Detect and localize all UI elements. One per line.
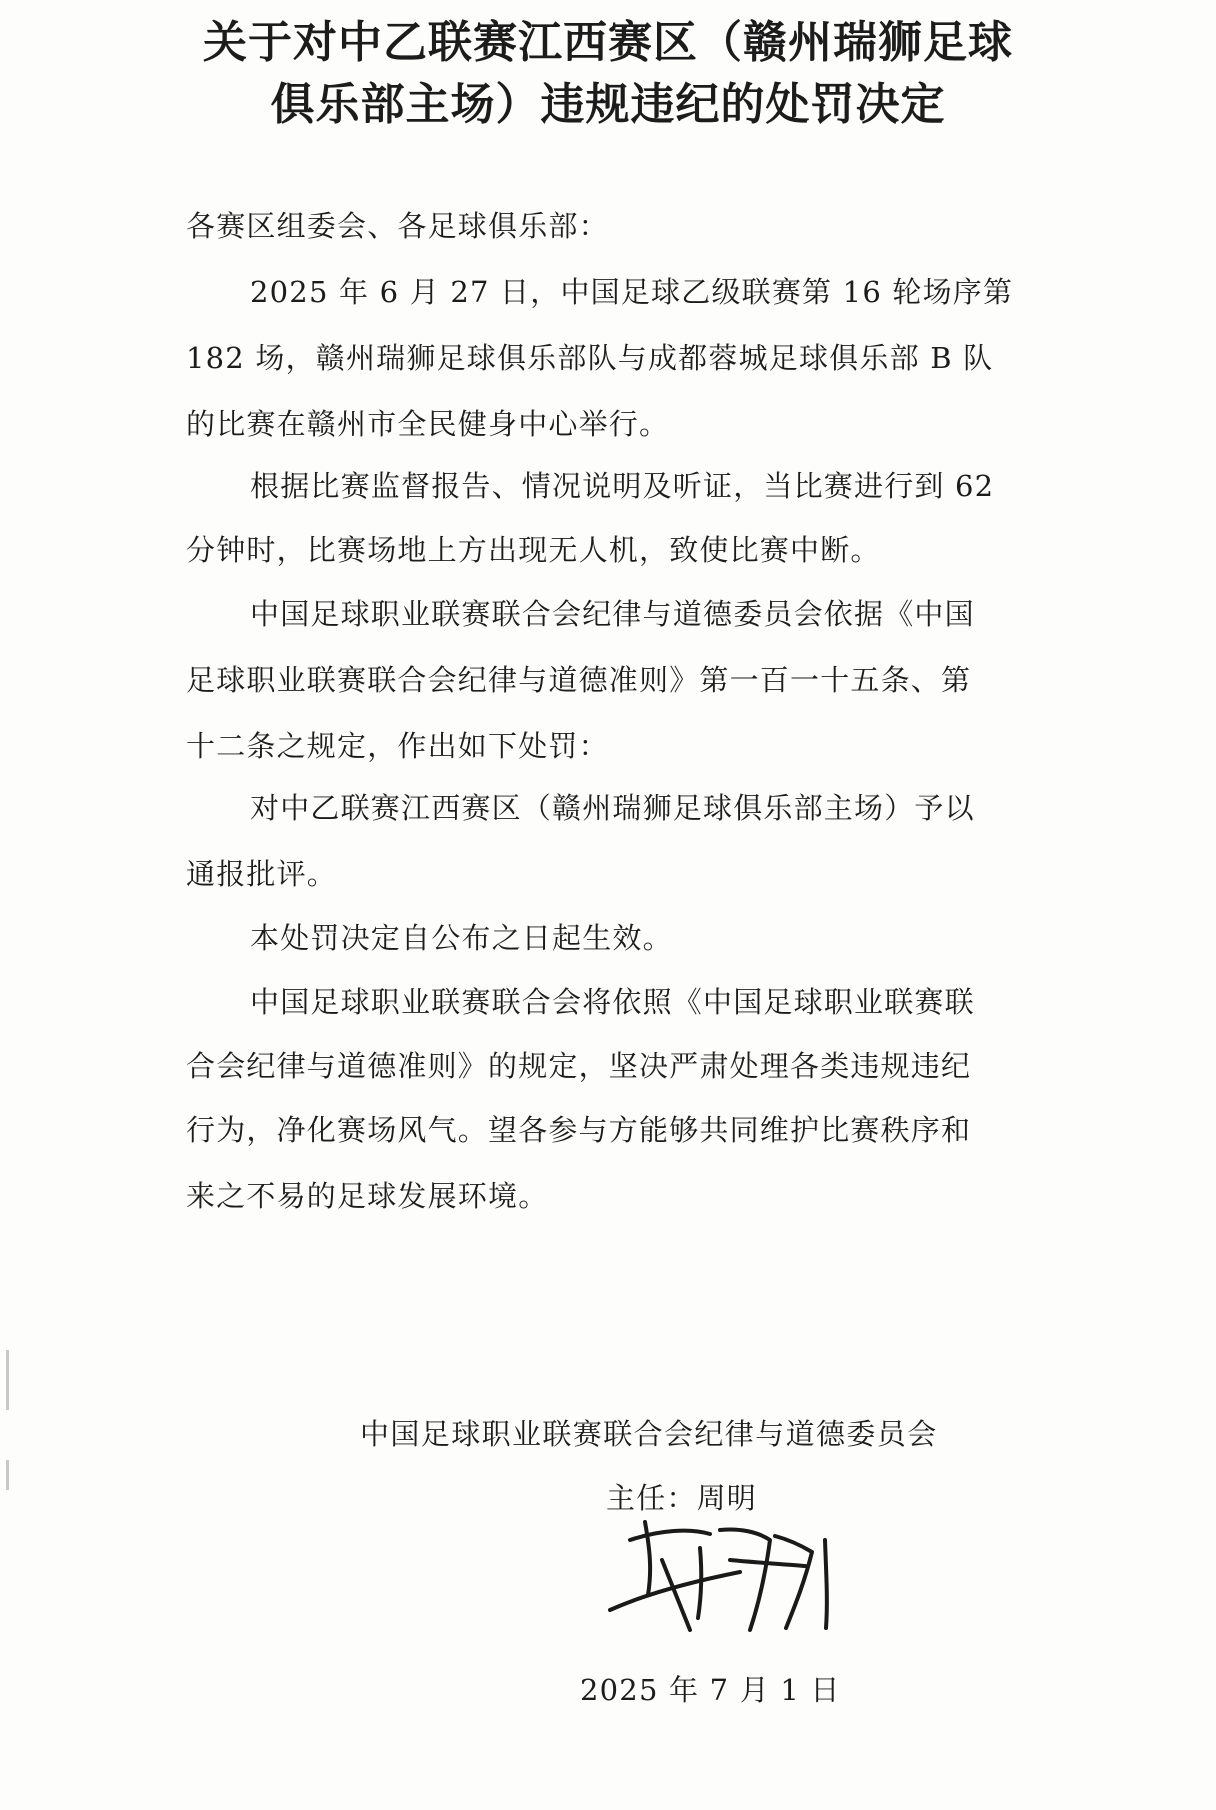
body-line: 根据比赛监督报告、情况说明及听证，当比赛进行到 62 xyxy=(250,469,995,503)
body-line: 分钟时，比赛场地上方出现无人机，致使比赛中断。 xyxy=(186,533,881,567)
body-line: 来之不易的足球发展环境。 xyxy=(186,1179,549,1213)
body-line: 的比赛在赣州市全民健身中心举行。 xyxy=(186,407,670,441)
body-line: 行为，净化赛场风气。望各参与方能够共同维护比赛秩序和 xyxy=(186,1113,972,1147)
body-line: 中国足球职业联赛联合会将依照《中国足球职业联赛联 xyxy=(250,985,975,1019)
handwritten-signature-icon xyxy=(590,1500,850,1650)
body-line: 2025 年 6 月 27 日，中国足球乙级联赛第 16 轮场序第 xyxy=(250,275,1014,309)
scan-edge-mark xyxy=(6,1460,9,1490)
body-line: 中国足球职业联赛联合会纪律与道德委员会依据《中国 xyxy=(250,597,975,631)
body-line: 对中乙联赛江西赛区（赣州瑞狮足球俱乐部主场）予以 xyxy=(250,791,975,825)
body-line: 足球职业联赛联合会纪律与道德准则》第一百一十五条、第 xyxy=(186,663,972,697)
body-line: 十二条之规定，作出如下处罚： xyxy=(186,729,609,763)
body-line: 通报批评。 xyxy=(186,857,338,891)
document-title-line-2: 俱乐部主场）违规违纪的处罚决定 xyxy=(270,79,946,130)
body-line: 182 场，赣州瑞狮足球俱乐部队与成都蓉城足球俱乐部 B 队 xyxy=(186,341,994,375)
salutation: 各赛区组委会、各足球俱乐部： xyxy=(186,209,609,243)
issuer-name: 中国足球职业联赛联合会纪律与道德委员会 xyxy=(360,1417,938,1451)
body-line: 合会纪律与道德准则》的规定，坚决严肃处理各类违规违纪 xyxy=(186,1049,972,1083)
body-line: 本处罚决定自公布之日起生效。 xyxy=(250,921,673,955)
director-name: 主任：周明 xyxy=(606,1481,758,1515)
document-title-line-1: 关于对中乙联赛江西赛区（赣州瑞狮足球 xyxy=(203,17,1013,68)
issue-date: 2025 年 7 月 1 日 xyxy=(580,1673,841,1707)
scan-edge-mark xyxy=(6,1350,9,1410)
